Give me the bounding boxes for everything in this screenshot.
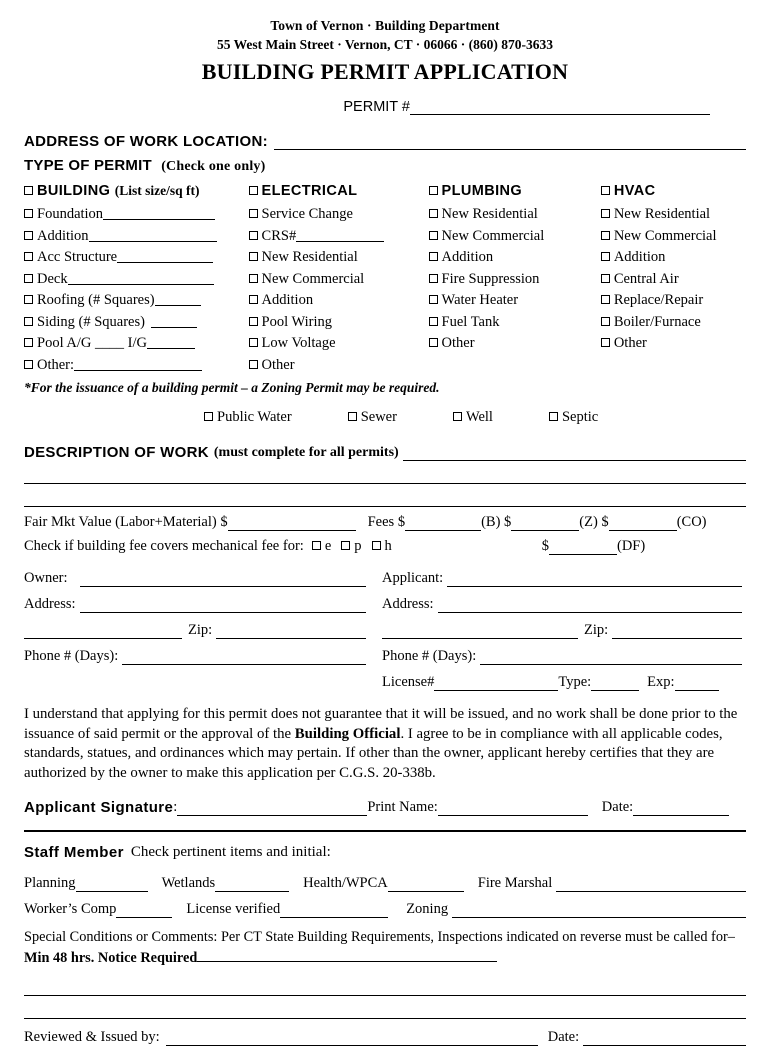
applicant-zip-label: Zip: bbox=[584, 622, 609, 638]
checkbox-mech-e-wrap[interactable]: e bbox=[312, 538, 331, 555]
staff-instruction: Check pertinent items and initial: bbox=[130, 844, 331, 860]
utility-well[interactable]: Well bbox=[453, 409, 493, 426]
checkbox-addition[interactable] bbox=[24, 231, 33, 240]
agreement-text-1: I understand that applying for this permit does not guarantee that it will be issued, and no work shall be done prior to the issuance of said permit or the approval of the bbox=[24, 706, 738, 742]
list-item[interactable]: New Residential bbox=[249, 247, 429, 269]
mechanical-fee-row bbox=[24, 538, 746, 555]
owner-phone-row bbox=[24, 648, 382, 665]
fee-df-label: (DF) bbox=[617, 538, 646, 554]
fair-market-value-input[interactable] bbox=[228, 516, 356, 531]
checkbox-hvac-addition[interactable] bbox=[601, 252, 610, 261]
owner-block bbox=[24, 561, 382, 691]
fair-market-value-label: Fair Mkt Value (Labor+Material) $ bbox=[24, 514, 228, 530]
checkbox-mech-e[interactable] bbox=[312, 541, 321, 550]
permit-number-input[interactable] bbox=[410, 100, 710, 115]
fee-b-label: (B) $ bbox=[481, 514, 512, 530]
health-wpca-label: Health/WPCA bbox=[303, 875, 388, 891]
list-item[interactable]: Other: bbox=[24, 355, 249, 377]
checkbox-crs[interactable] bbox=[249, 231, 258, 240]
mechanical-amount-input[interactable] bbox=[549, 540, 617, 555]
checkbox-plumbing[interactable] bbox=[429, 186, 438, 195]
applicant-phone-input[interactable] bbox=[480, 650, 742, 665]
reviewed-date-input[interactable] bbox=[583, 1031, 746, 1046]
checkbox-elec-other[interactable] bbox=[249, 360, 258, 369]
permit-number-row bbox=[24, 99, 746, 115]
department-header-line-2: 55 West Main Street · Vernon, CT · 06066 · (860) 870-3633 bbox=[216, 37, 553, 52]
special-conditions-label: Special Conditions or Comments: Per CT State Building Requirements, Inspections indicated on reverse must be called for bbox=[24, 929, 728, 945]
section-divider bbox=[24, 830, 746, 832]
fee-z-input[interactable] bbox=[609, 516, 677, 531]
checkbox-septic[interactable] bbox=[549, 412, 558, 421]
type-of-permit-note: (Check one only) bbox=[161, 159, 266, 174]
list-item[interactable]: Deck bbox=[24, 269, 249, 291]
license-verified-label: License verified bbox=[186, 901, 281, 917]
acc-structure-input[interactable] bbox=[117, 249, 213, 263]
signature-date-label: Date: bbox=[601, 799, 634, 815]
checkbox-building[interactable] bbox=[24, 186, 33, 195]
checkbox-foundation[interactable] bbox=[24, 209, 33, 218]
checkbox-plmb-new-residential[interactable] bbox=[429, 209, 438, 218]
list-item[interactable]: Central Air bbox=[601, 269, 746, 291]
print-name-label: Print Name: bbox=[367, 799, 438, 815]
address-of-work-label: ADDRESS OF WORK LOCATION: bbox=[24, 133, 268, 150]
permit-type-columns bbox=[24, 183, 746, 376]
description-of-work-input-2[interactable] bbox=[24, 466, 746, 484]
checkbox-other-building[interactable] bbox=[24, 360, 33, 369]
signature-colon: : bbox=[173, 799, 178, 815]
applicant-name-row bbox=[382, 570, 742, 587]
column-plumbing bbox=[429, 183, 601, 376]
column-building-heading: BUILDING (List size/sq ft) bbox=[24, 183, 249, 199]
checkbox-replace-repair[interactable] bbox=[601, 295, 610, 304]
reviewed-issued-input[interactable] bbox=[166, 1031, 538, 1046]
reviewed-issued-label: Reviewed & Issued by: bbox=[24, 1029, 160, 1045]
checkbox-fuel-tank[interactable] bbox=[429, 317, 438, 326]
checkbox-elec-addition[interactable] bbox=[249, 295, 258, 304]
workers-comp-label: Worker’s Comp bbox=[24, 901, 117, 917]
fee-co-label: (CO) bbox=[676, 514, 707, 530]
list-item[interactable]: Boiler/Furnace bbox=[601, 312, 746, 334]
list-item[interactable]: Roofing (# Squares) bbox=[24, 290, 249, 312]
utility-public-water[interactable]: Public Water bbox=[204, 409, 292, 426]
staff-row-1 bbox=[24, 875, 746, 892]
checkbox-siding[interactable] bbox=[24, 317, 33, 326]
crs-number-input[interactable] bbox=[296, 228, 384, 242]
staff-member-row bbox=[24, 844, 746, 861]
column-hvac-heading: HVAC bbox=[601, 183, 746, 199]
applicant-address-label: Address: bbox=[382, 596, 434, 612]
foundation-input[interactable] bbox=[103, 206, 215, 220]
list-item[interactable]: Water Heater bbox=[429, 290, 601, 312]
fire-marshal-label: Fire Marshal bbox=[477, 875, 553, 891]
description-of-work-input-3[interactable] bbox=[24, 489, 746, 507]
staff-row-2 bbox=[24, 901, 746, 918]
address-of-work-input[interactable] bbox=[274, 135, 746, 150]
list-item[interactable]: Addition bbox=[601, 247, 746, 269]
license-label: License# bbox=[382, 674, 435, 690]
other-building-input[interactable] bbox=[74, 357, 202, 371]
list-item[interactable]: CRS# bbox=[249, 226, 429, 248]
applicant-address-input[interactable] bbox=[438, 598, 742, 613]
checkbox-mech-p[interactable] bbox=[341, 541, 350, 550]
special-conditions-input-2[interactable] bbox=[24, 978, 746, 996]
fees-input[interactable] bbox=[405, 516, 481, 531]
column-electrical-heading: ELECTRICAL bbox=[249, 183, 429, 199]
list-item[interactable]: Other bbox=[249, 355, 429, 377]
checkbox-water-heater[interactable] bbox=[429, 295, 438, 304]
checkbox-hvac-new-residential[interactable] bbox=[601, 209, 610, 218]
list-item[interactable]: Addition bbox=[249, 290, 429, 312]
list-item[interactable]: New Commercial bbox=[249, 269, 429, 291]
checkbox-pool-wiring[interactable] bbox=[249, 317, 258, 326]
owner-phone-input[interactable] bbox=[122, 650, 366, 665]
applicant-phone-label: Phone # (Days): bbox=[382, 648, 477, 664]
addition-input[interactable] bbox=[89, 228, 217, 242]
wetlands-initial-input[interactable] bbox=[215, 877, 289, 892]
list-item[interactable]: New Commercial bbox=[429, 226, 601, 248]
special-conditions-block bbox=[24, 928, 746, 968]
description-of-work-note: (must complete for all permits) bbox=[213, 445, 399, 460]
workers-comp-initial-input[interactable] bbox=[116, 903, 172, 918]
type-of-permit-label: TYPE OF PERMIT bbox=[24, 157, 152, 174]
list-item[interactable]: Pool Wiring bbox=[249, 312, 429, 334]
list-item[interactable]: Other bbox=[429, 333, 601, 355]
list-item[interactable]: Acc Structure bbox=[24, 247, 249, 269]
owner-address-row bbox=[24, 596, 382, 613]
zoning-initial-input[interactable] bbox=[452, 903, 746, 918]
reviewed-issued-row bbox=[24, 1029, 746, 1046]
list-item[interactable]: Addition bbox=[24, 226, 249, 248]
checkbox-plmb-other[interactable] bbox=[429, 338, 438, 347]
applicant-phone-row bbox=[382, 648, 742, 665]
list-item[interactable]: Foundation bbox=[24, 204, 249, 226]
department-header-line-1: Town of Vernon · Building Department bbox=[270, 18, 500, 33]
checkbox-elec-new-commercial[interactable] bbox=[249, 274, 258, 283]
owner-zip-input[interactable] bbox=[216, 624, 366, 639]
list-item[interactable]: New Residential bbox=[429, 204, 601, 226]
column-electrical bbox=[249, 183, 429, 376]
agreement-paragraph bbox=[24, 705, 746, 783]
column-plumbing-heading: PLUMBING bbox=[429, 183, 601, 199]
owner-city-input[interactable] bbox=[24, 624, 182, 639]
special-conditions-input-3[interactable] bbox=[24, 1001, 746, 1019]
zoning-permit-note: *For the issuance of a building permit – a Zoning Permit may be required. bbox=[24, 380, 440, 395]
owner-name-label: Owner: bbox=[24, 570, 68, 586]
list-item[interactable]: Siding (# Squares) bbox=[24, 312, 249, 334]
special-conditions-dash: – bbox=[727, 929, 735, 945]
fee-z-label: (Z) $ bbox=[579, 514, 609, 530]
roofing-input[interactable] bbox=[155, 292, 201, 306]
siding-input[interactable] bbox=[151, 314, 197, 328]
fire-marshal-initial-input[interactable] bbox=[556, 877, 746, 892]
staff-member-label: Staff Member bbox=[24, 844, 124, 861]
utility-sewer[interactable]: Sewer bbox=[348, 409, 397, 426]
mechanical-amount-label: $ bbox=[541, 538, 549, 554]
applicant-name-label: Applicant: bbox=[382, 570, 444, 586]
agreement-text-2: . I agree to be in compliance with all applicable codes, standards, statues, and ordinances which may pertain. If other than the owner, applicant hereby certifies that they are authorized by the owner to make this application per C.G.S. 20-338b. bbox=[24, 725, 723, 781]
checkbox-mech-p-wrap[interactable]: p bbox=[341, 538, 361, 555]
column-hvac bbox=[601, 183, 746, 376]
list-item[interactable]: Fire Suppression bbox=[429, 269, 601, 291]
checkbox-central-air[interactable] bbox=[601, 274, 610, 283]
license-verified-initial-input[interactable] bbox=[280, 903, 388, 918]
owner-applicant-block bbox=[24, 561, 746, 691]
fees-label: Fees $ bbox=[367, 514, 406, 530]
owner-phone-label: Phone # (Days): bbox=[24, 648, 119, 664]
building-official-bold: Building Official bbox=[294, 725, 401, 742]
license-exp-label: Exp: bbox=[647, 674, 675, 690]
checkbox-roofing[interactable] bbox=[24, 295, 33, 304]
permit-number-label: PERMIT # bbox=[343, 99, 410, 115]
list-item[interactable]: Pool A/G ____ I/G bbox=[24, 333, 249, 355]
planning-label: Planning bbox=[24, 875, 76, 891]
utility-septic[interactable]: Septic bbox=[549, 409, 598, 426]
utilities-row bbox=[24, 409, 746, 426]
owner-address-label: Address: bbox=[24, 596, 76, 612]
checkbox-hvac-other[interactable] bbox=[601, 338, 610, 347]
pool-ig-input[interactable] bbox=[147, 335, 195, 349]
applicant-signature-input[interactable] bbox=[177, 801, 367, 816]
checkbox-electrical[interactable] bbox=[249, 186, 258, 195]
deck-input[interactable] bbox=[68, 271, 214, 285]
applicant-address-row bbox=[382, 596, 742, 613]
list-item[interactable]: New Commercial bbox=[601, 226, 746, 248]
wetlands-label: Wetlands bbox=[161, 875, 216, 891]
applicant-block bbox=[382, 561, 742, 691]
checkbox-boiler-furnace[interactable] bbox=[601, 317, 610, 326]
checkbox-mech-h[interactable] bbox=[372, 541, 381, 550]
list-item[interactable]: Other bbox=[601, 333, 746, 355]
checkbox-hvac-new-commercial[interactable] bbox=[601, 231, 610, 240]
checkbox-fire-suppression[interactable] bbox=[429, 274, 438, 283]
checkbox-hvac[interactable] bbox=[601, 186, 610, 195]
checkbox-pool[interactable] bbox=[24, 338, 33, 347]
list-item[interactable]: Fuel Tank bbox=[429, 312, 601, 334]
checkbox-service-change[interactable] bbox=[249, 209, 258, 218]
reviewed-date-label: Date: bbox=[547, 1029, 580, 1045]
license-input[interactable] bbox=[434, 676, 558, 691]
checkbox-low-voltage[interactable] bbox=[249, 338, 258, 347]
list-item[interactable]: Replace/Repair bbox=[601, 290, 746, 312]
checkbox-plmb-new-commercial[interactable] bbox=[429, 231, 438, 240]
owner-name-input[interactable] bbox=[80, 572, 367, 587]
applicant-name-input[interactable] bbox=[447, 572, 742, 587]
owner-name-row bbox=[24, 570, 382, 587]
checkbox-well[interactable] bbox=[453, 412, 462, 421]
fair-market-value-row bbox=[24, 514, 746, 531]
checkbox-sewer[interactable] bbox=[348, 412, 357, 421]
list-item[interactable]: Addition bbox=[429, 247, 601, 269]
fee-b-input[interactable] bbox=[511, 516, 579, 531]
special-conditions-input-1[interactable] bbox=[197, 947, 497, 962]
zoning-label: Zoning bbox=[406, 901, 449, 917]
checkbox-mech-h-wrap[interactable]: h bbox=[372, 538, 392, 555]
list-item[interactable]: New Residential bbox=[601, 204, 746, 226]
license-exp-input[interactable] bbox=[675, 676, 719, 691]
list-item[interactable]: Low Voltage bbox=[249, 333, 429, 355]
checkbox-deck[interactable] bbox=[24, 274, 33, 283]
owner-zip-row bbox=[24, 622, 382, 639]
owner-address-input[interactable] bbox=[80, 598, 366, 613]
description-of-work-input-1[interactable] bbox=[403, 446, 746, 461]
description-of-work-label: DESCRIPTION OF WORK bbox=[24, 444, 209, 461]
applicant-license-row bbox=[382, 674, 742, 691]
planning-initial-input[interactable] bbox=[76, 877, 148, 892]
checkbox-plmb-addition[interactable] bbox=[429, 252, 438, 261]
description-of-work-row bbox=[24, 444, 746, 461]
license-type-label: Type: bbox=[558, 674, 592, 690]
health-wpca-initial-input[interactable] bbox=[388, 877, 464, 892]
owner-zip-label: Zip: bbox=[188, 622, 213, 638]
license-type-input[interactable] bbox=[591, 676, 639, 691]
checkbox-public-water[interactable] bbox=[204, 412, 213, 421]
notice-required-bold: Min 48 hrs. Notice Required bbox=[24, 950, 198, 966]
applicant-zip-input[interactable] bbox=[612, 624, 742, 639]
print-name-input[interactable] bbox=[438, 801, 588, 816]
column-building bbox=[24, 183, 249, 376]
applicant-signature-label: Applicant Signature bbox=[24, 799, 174, 816]
signature-date-input[interactable] bbox=[633, 801, 729, 816]
checkbox-acc-structure[interactable] bbox=[24, 252, 33, 261]
address-of-work-row bbox=[24, 133, 746, 150]
signature-row bbox=[24, 799, 746, 816]
type-of-permit-row bbox=[24, 157, 746, 175]
applicant-city-input[interactable] bbox=[382, 624, 578, 639]
list-item[interactable]: Service Change bbox=[249, 204, 429, 226]
mechanical-fee-label: Check if building fee covers mechanical fee for: bbox=[24, 538, 304, 554]
applicant-zip-row bbox=[382, 622, 742, 639]
checkbox-elec-new-residential[interactable] bbox=[249, 252, 258, 261]
page-title: BUILDING PERMIT APPLICATION bbox=[201, 59, 569, 84]
